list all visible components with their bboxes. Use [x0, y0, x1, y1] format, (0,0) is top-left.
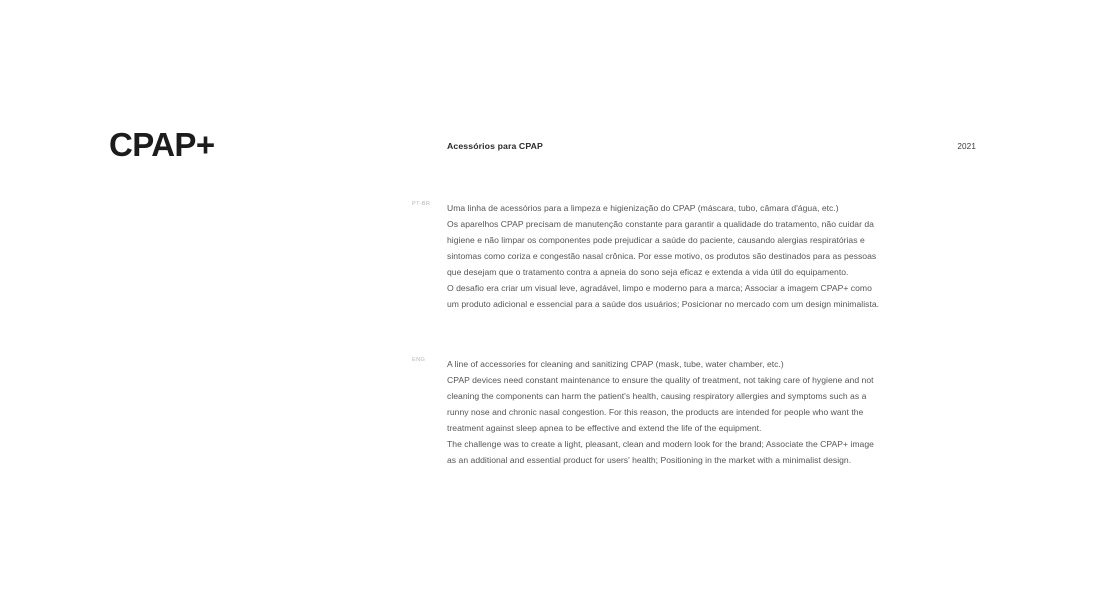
description-paragraph-pt [447, 200, 976, 312]
paragraph-line: um produto adicional e essencial para a saúde dos usuários; Posicionar no mercado com um design minimalista. [447, 299, 880, 309]
language-label-pt: PT-BR [412, 201, 431, 207]
paragraph-line: sintomas como coriza e congestão nasal crônica. Por esse motivo, os produtos são destinados para as pessoas [447, 251, 877, 261]
paragraph-line: A line of accessories for cleaning and sanitizing CPAP (mask, tube, water chamber, etc.) [447, 359, 784, 369]
description-block-pt [412, 200, 976, 312]
language-label-en: ENG [412, 357, 426, 363]
paragraph-line: Os aparelhos CPAP precisam de manutenção constante para garantir a qualidade do tratamento, não cuidar da [447, 219, 874, 229]
paragraph-line: CPAP devices need constant maintenance to ensure the quality of treatment, not taking care of hygiene and not [447, 375, 874, 385]
paragraph-line: Uma linha de acessórios para a limpeza e higienização do CPAP (máscara, tubo, câmara d'água, etc.) [447, 203, 839, 213]
paragraph-line: O desafio era criar um visual leve, agradável, limpo e moderno para a marca; Associar a imagem CPAP+ como [447, 283, 872, 293]
paragraph-line: que desejam que o tratamento contra a apneia do sono seja eficaz e extenda a vida útil do equipamento. [447, 267, 849, 277]
paragraph-line: treatment against sleep apnea to be effective and extend the life of the equipment. [447, 423, 762, 433]
paragraph-line: The challenge was to create a light, pleasant, clean and modern look for the brand; Associate the CPAP+ image [447, 439, 874, 449]
project-year: 2021 [957, 142, 976, 151]
description-block-en [412, 356, 976, 468]
paragraph-line: as an additional and essential product for users' health; Positioning in the market with a minimalist design. [447, 455, 852, 465]
paragraph-line: higiene e não limpar os componentes pode prejudicar a saúde do paciente, causando alergias respiratórias e [447, 235, 865, 245]
brand-logo: CPAP+ [109, 126, 215, 163]
paragraph-line: runny nose and chronic nasal congestion. For this reason, the products are intended for people who want the [447, 407, 864, 417]
description-paragraph-en [447, 356, 976, 468]
page-title: Acessórios para CPAP [447, 141, 543, 151]
content-column [412, 141, 976, 465]
slide-header [447, 141, 976, 155]
paragraph-line: cleaning the components can harm the patient's health, causing respiratory allergies and symptoms such as a [447, 391, 867, 401]
